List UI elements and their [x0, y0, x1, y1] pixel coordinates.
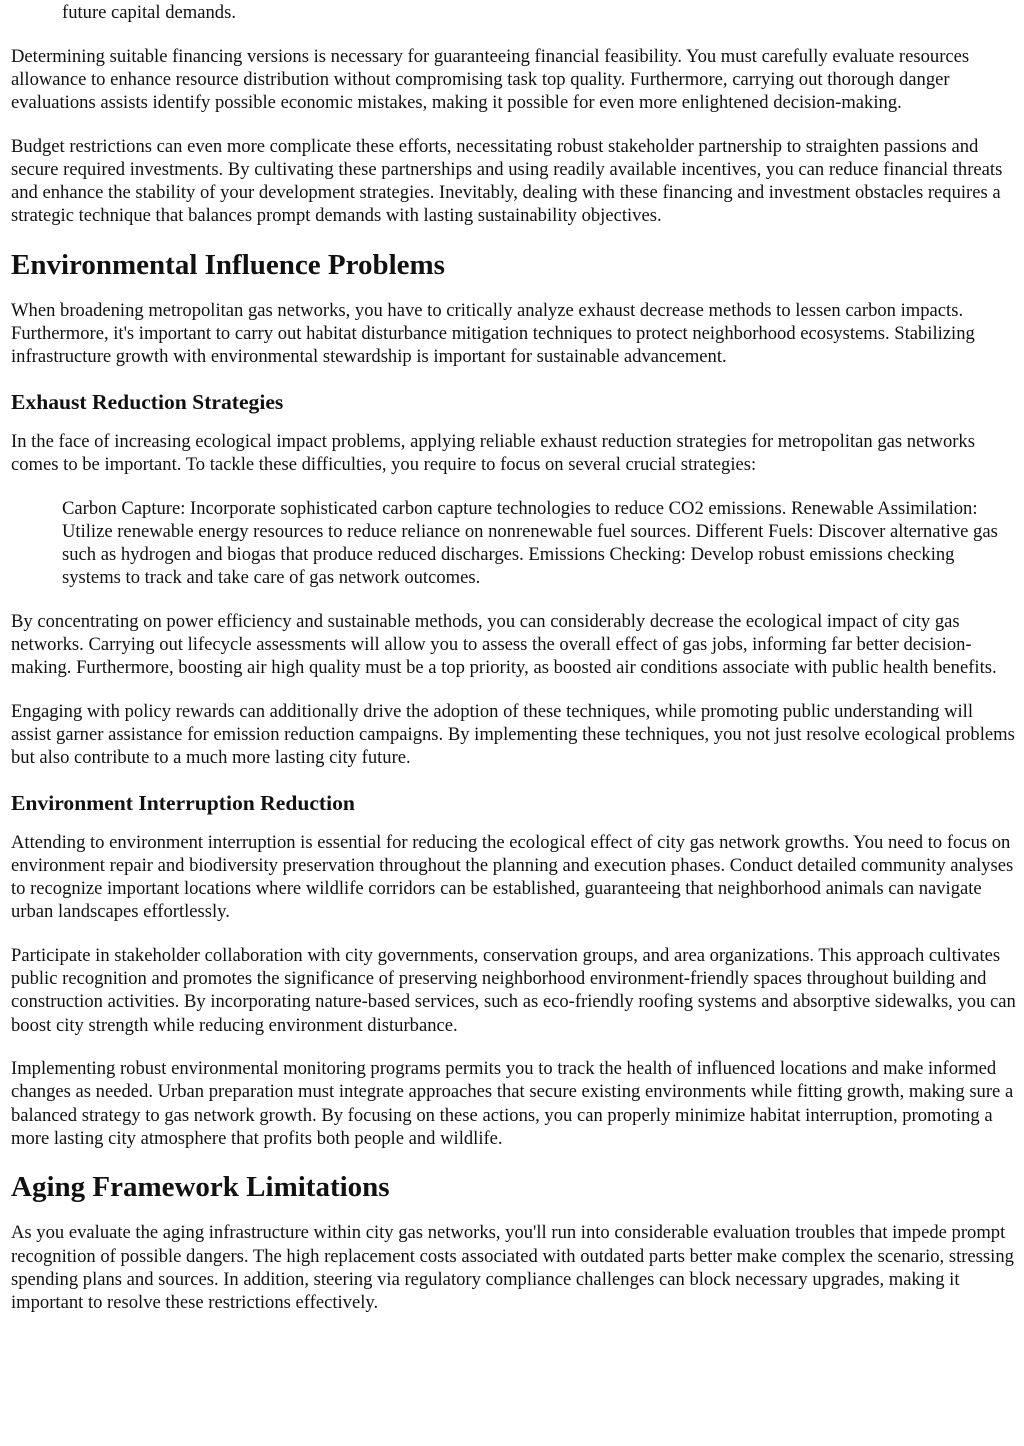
subheading-exhaust-reduction: Exhaust Reduction Strategies [11, 389, 284, 414]
paragraph-environmental-intro: When broadening metropolitan gas networks, you have to critically analyze exhaust decrease methods to lessen carbon impacts. Furthermore, it's important to carry out habitat disturbance mitigation techniques to protect neighborhood ecosystems. Stabilizing infrastructure growth with environmental stewardship is important for sustainable advancement. [11, 299, 975, 368]
article-body [11, 1, 1016, 1335]
paragraph-policy-rewards: Engaging with policy rewards can additionally drive the adoption of these techniques, while promoting public understanding will assist garner assistance for emission reduction campaigns. By implementing these techniques, you not just resolve ecological problems but also contribute to a much more lasting city future. [11, 700, 1015, 769]
paragraph-power-efficiency: By concentrating on power efficiency and sustainable methods, you can considerably decrease the ecological impact of city gas networks. Carrying out lifecycle assessments will allow you to assess the overall effect of gas jobs, informing far better decision-making. Furthermore, boosting air high quality must be a top priority, as boosted air conditions associate with public health benefits. [11, 610, 997, 679]
paragraph-budget-restrictions: Budget restrictions can even more complicate these efforts, necessitating robust stakeholder partnership to straighten passions and secure required investments. By cultivating these partnerships and using readily available incentives, you can reduce financial threats and enhance the stability of your development strategies. Inevitably, dealing with these financing and investment obstacles requires a strategic technique that balances prompt demands with lasting sustainability objectives. [11, 135, 1003, 227]
paragraph-aging-intro: As you evaluate the aging infrastructure within city gas networks, you'll run into considerable evaluation troubles that impede prompt recognition of possible dangers. The high replacement costs associated with outdated parts better make complex the scenario, stressing spending plans and sources. In addition, steering via regulatory compliance challenges can block necessary upgrades, making it important to resolve these restrictions effectively. [11, 1222, 1014, 1314]
paragraph-stakeholder-collaboration: Participate in stakeholder collaboration with city governments, conservation groups, and area organizations. This approach cultivates public recognition and promotes the significance of preserving neighborhood environment-friendly spaces throughout building and construction activities. By incorporating nature-based services, such as eco-friendly roofing systems and absorptive sidewalks, you can boost city strength while reducing environment disturbance. [11, 945, 1016, 1036]
paragraph-exhaust-intro: In the face of increasing ecological impact problems, applying reliable exhaust reduction strategies for metropolitan gas networks comes to be important. To tackle these difficulties, you require to focus on several crucial strategies: [11, 430, 975, 475]
heading-environmental-influence: Environmental Influence Problems [11, 248, 445, 281]
heading-aging-framework: Aging Framework Limitations [11, 1171, 390, 1204]
blockquote-tail: future capital demands. [62, 2, 236, 23]
paragraph-environmental-monitoring: Implementing robust environmental monitoring programs permits you to track the health of influenced locations and make informed changes as needed. Urban preparation must integrate approaches that secure existing environments while fitting growth, making sure a balanced strategy to gas network growth. By focusing on these actions, you can properly minimize habitat interruption, promoting a more lasting city atmosphere that profits both people and wildlife. [11, 1058, 1014, 1149]
blockquote-strategies: Carbon Capture: Incorporate sophisticated carbon capture technologies to reduce CO2 emissions. Renewable Assimilation: Utilize renewable energy resources to reduce reliance on nonrenewable fuel sources. Different Fuels: Discover alternative gas such as hydrogen and biogas that produce reduced discharges. Emissions Checking: Develop robust emissions checking systems to track and take care of gas network outcomes. [62, 497, 998, 589]
paragraph-habitat-attending: Attending to environment interruption is essential for reducing the ecological effect of city gas network growths. You need to focus on environment repair and biodiversity preservation throughout the planning and execution phases. Conduct detailed community analyses to recognize important locations where wildlife corridors can be established, guaranteeing that neighborhood animals can navigate urban landscapes effortlessly. [11, 831, 1014, 923]
paragraph-financing-versions: Determining suitable financing versions is necessary for guaranteeing financial feasibility. You must carefully evaluate resources allowance to enhance resource distribution without compromising task top quality. Furthermore, carrying out thorough danger evaluations assists identify possible economic mistakes, making it possible for even more enlightened decision-making. [11, 45, 970, 113]
subheading-environment-interruption: Environment Interruption Reduction [11, 790, 355, 815]
